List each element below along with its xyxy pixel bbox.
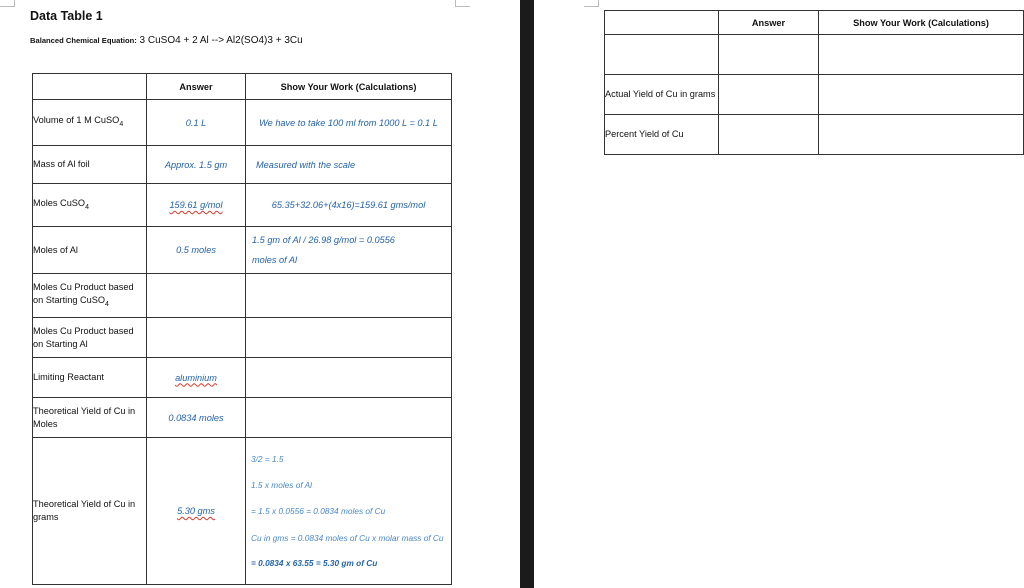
table-row: [605, 75, 1024, 115]
work-line: Cu in gms = 0.0834 moles of Cu x molar mass of Cu: [251, 532, 444, 543]
table-row: [33, 318, 452, 358]
header-blank: [33, 74, 147, 100]
answer-cell[interactable]: [147, 398, 246, 438]
row-label: Theoretical Yield of Cu in grams: [33, 438, 147, 585]
answer-cell[interactable]: [147, 318, 246, 358]
work-line: moles of Al: [252, 255, 298, 265]
work-cell[interactable]: [246, 274, 452, 318]
row-label: Moles CuSO$_4$: [33, 184, 147, 227]
equation-text: 3 CuSO4 + 2 Al --> Al2(SO4)3 + 3Cu: [139, 35, 303, 46]
work-line: We have to take 100 ml from 1000 L = 0.1 L: [259, 117, 438, 128]
answer-text: Approx. 1.5 gm: [164, 159, 228, 170]
header-show-work: Show Your Work (Calculations): [246, 74, 452, 100]
table-row: [33, 227, 452, 274]
row-label: Moles Cu Product based on Starting Al: [33, 318, 147, 358]
page-corner-mark: [0, 0, 15, 7]
work-cell[interactable]: [246, 184, 452, 227]
header-blank: [605, 11, 719, 35]
balanced-equation: [30, 35, 303, 46]
answer-cell[interactable]: [147, 227, 246, 274]
work-cell[interactable]: [246, 100, 452, 146]
answer-cell[interactable]: [719, 115, 819, 155]
work-line: Measured with the scale: [256, 159, 356, 170]
data-table-right: [604, 10, 1024, 155]
row-label: Moles of Al: [33, 227, 147, 274]
page-title: Data Table 1: [30, 9, 103, 23]
answer-cell[interactable]: [147, 274, 246, 318]
table-row: [33, 100, 452, 146]
row-label: Moles Cu Product based on Starting CuSO$_4$: [33, 274, 147, 318]
table-row: [33, 274, 452, 318]
table-row: [33, 146, 452, 184]
work-line: 65.35+32.06+(4x16)=159.61 gms/mol: [271, 200, 426, 210]
header-show-work: Show Your Work (Calculations): [819, 11, 1024, 35]
answer-cell[interactable]: [147, 184, 246, 227]
work-line: = 1.5 x 0.0556 = 0.0834 moles of Cu: [251, 505, 386, 516]
work-cell[interactable]: [246, 438, 452, 585]
work-line: 3/2 = 1.5: [251, 453, 284, 464]
answer-cell[interactable]: [719, 75, 819, 115]
answer-cell[interactable]: [147, 100, 246, 146]
work-line: 1.5 gm of Al / 26.98 g/mol = 0.0556: [252, 235, 395, 245]
table-row: [33, 358, 452, 398]
answer-text: 0.5 moles: [176, 245, 216, 255]
work-line: 1.5 x moles of Al: [251, 479, 313, 490]
row-label: Mass of Al foil: [33, 146, 147, 184]
table-header-row: [605, 11, 1024, 35]
work-cell[interactable]: [246, 318, 452, 358]
table-row: [33, 184, 452, 227]
row-label: Volume of 1 M CuSO$_4$: [33, 100, 147, 146]
work-cell[interactable]: [246, 146, 452, 184]
row-label: Limiting Reactant: [33, 358, 147, 398]
answer-text: 5.30 gms: [177, 506, 215, 516]
row-label: Actual Yield of Cu in grams: [605, 75, 719, 115]
page-divider: [520, 0, 534, 588]
answer-text: 0.1 L: [185, 117, 207, 128]
answer-cell[interactable]: [147, 358, 246, 398]
table-row: [33, 398, 452, 438]
page-corner-mark: [455, 0, 470, 7]
table-row: [605, 115, 1024, 155]
data-table-left: [32, 73, 452, 585]
page-corner-mark: [584, 0, 599, 7]
work-cell[interactable]: [819, 115, 1024, 155]
answer-text: 159.61 g/mol: [169, 200, 223, 210]
row-label: [605, 35, 719, 75]
table-row: [605, 35, 1024, 75]
work-line: = 0.0834 x 63.55 = 5.30 gm of Cu: [251, 557, 378, 568]
answer-text: aluminium: [175, 372, 217, 383]
answer-cell[interactable]: [147, 438, 246, 585]
work-cell[interactable]: [246, 398, 452, 438]
header-answer: Answer: [719, 11, 819, 35]
answer-cell[interactable]: [719, 35, 819, 75]
row-label: Percent Yield of Cu: [605, 115, 719, 155]
answer-text: 0.0834 moles: [168, 412, 224, 423]
answer-cell[interactable]: [147, 146, 246, 184]
work-cell[interactable]: [819, 75, 1024, 115]
work-cell[interactable]: [246, 227, 452, 274]
table-row: [33, 438, 452, 585]
table-header-row: [33, 74, 452, 100]
row-label: Theoretical Yield of Cu in Moles: [33, 398, 147, 438]
equation-label: Balanced Chemical Equation:: [30, 36, 137, 45]
work-cell[interactable]: [246, 358, 452, 398]
header-answer: Answer: [147, 74, 246, 100]
work-cell[interactable]: [819, 35, 1024, 75]
